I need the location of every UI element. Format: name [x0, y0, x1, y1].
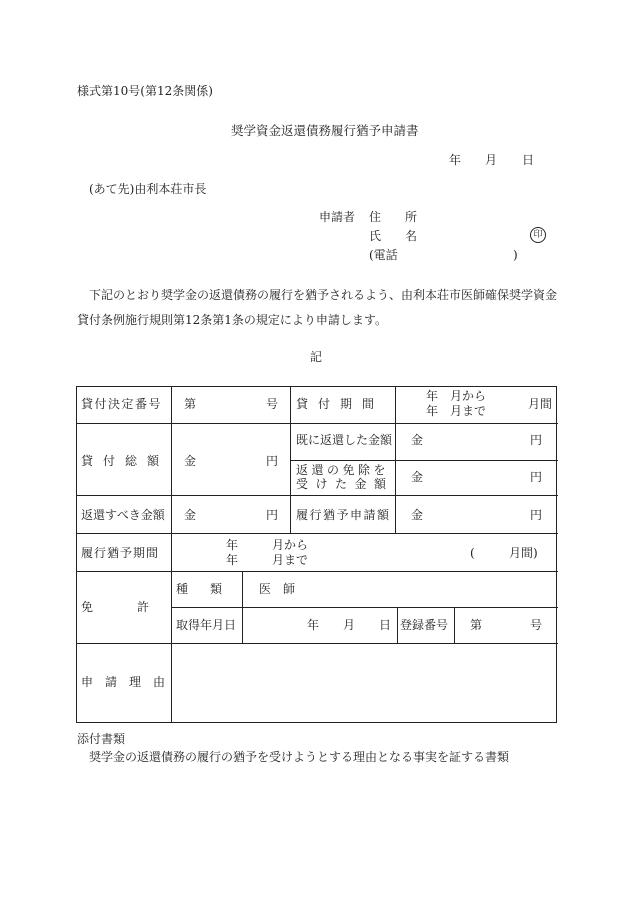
table-rule [77, 495, 558, 496]
exempted-label-line1: 返還の免除を [296, 463, 390, 477]
table-rule [171, 533, 172, 571]
body-text-line2: 貸付条例施行規則第12条第1条の規定により申請します。 [77, 313, 387, 327]
table-rule [171, 607, 558, 608]
table-rule [77, 533, 558, 534]
loan-total-label: 貸付総額 [81, 454, 170, 468]
deferral-from: 月から [272, 538, 309, 552]
already-repaid-prefix: 金 [411, 433, 424, 447]
name-label: 氏 名 [369, 229, 418, 243]
reason-field[interactable] [172, 644, 555, 720]
attachments-heading: 添付書類 [77, 732, 126, 746]
address-label: 住 所 [369, 210, 418, 224]
deferral-paren-open: ( [470, 546, 475, 560]
license-reg-label: 登録番号 [400, 618, 449, 632]
table-rule [454, 607, 455, 643]
already-repaid-label: 既に返還した金額 [296, 433, 393, 447]
deferral-year2: 年 [226, 553, 239, 567]
loan-period-label: 貸付期間 [296, 397, 385, 411]
license-acquired-day: 日 [379, 618, 392, 632]
deferral-period-label: 履行猶予期間 [81, 546, 160, 560]
phone-label: (電話 [369, 248, 398, 262]
table-rule [290, 387, 291, 533]
reason-label: 申請理由 [81, 675, 178, 689]
exempted-prefix: 金 [411, 470, 424, 484]
table-rule [77, 571, 558, 572]
deferral-request-label: 履行猶予申請額 [296, 508, 391, 522]
deferral-request-prefix: 金 [411, 508, 424, 522]
form-title: 奨学資金返還債務履行猶予申請書 [231, 123, 419, 138]
seal-mark: 印 [530, 227, 546, 243]
table-rule [290, 460, 558, 461]
table-rule [77, 423, 558, 424]
exempted-label-line2: 受けた金額 [296, 477, 394, 491]
loan-decision-number-suffix: 号 [266, 397, 279, 411]
loan-decision-number-label: 貸付決定番号 [81, 397, 163, 411]
date-day: 日 [522, 153, 535, 167]
loan-total-prefix: 金 [184, 454, 197, 468]
loan-decision-number-prefix: 第 [184, 397, 197, 411]
amount-to-repay-prefix: 金 [184, 508, 197, 522]
date-year: 年 [449, 153, 462, 167]
license-acquired-label: 取得年月日 [176, 618, 237, 632]
loan-period-months: 月間 [528, 397, 553, 411]
deferral-year1: 年 [226, 538, 239, 552]
form-number: 様式第10号(第12条関係) [77, 84, 213, 98]
deferral-request-suffix: 円 [530, 508, 543, 522]
deferral-months: 月間) [509, 546, 538, 560]
body-text-line1: 下記のとおり奨学金の返還債務の履行を猶予されるよう、由利本荘市医師確保奨学資金 [89, 288, 558, 302]
loan-period-from: 年 月から [426, 389, 487, 403]
license-reg-prefix: 第 [470, 618, 483, 632]
table-rule [397, 607, 398, 643]
license-type-value: 医 師 [259, 582, 296, 596]
phone-close-paren: ) [513, 248, 518, 262]
date-month: 月 [485, 153, 498, 167]
deferral-to: 月まで [272, 553, 309, 567]
amount-to-repay-suffix: 円 [266, 508, 279, 522]
already-repaid-suffix: 円 [530, 433, 543, 447]
loan-total-suffix: 円 [266, 454, 279, 468]
license-type-label: 種類 [176, 582, 245, 596]
amount-to-repay-label: 返還すべき金額 [81, 508, 165, 522]
applicant-label: 申請者 [319, 210, 356, 224]
ki-heading: 記 [310, 350, 323, 364]
attachments-item: 奨学金の返還債務の履行の猶予を受けようとする理由となる事実を証する書類 [89, 750, 510, 764]
table-rule [395, 387, 396, 423]
license-acquired-year: 年 [307, 618, 320, 632]
addressee: (あて先)由利本荘市長 [89, 182, 207, 196]
exempted-suffix: 円 [530, 470, 543, 484]
license-label: 免許 [81, 600, 194, 614]
loan-period-to: 年 月まで [426, 404, 487, 418]
table-rule [171, 387, 172, 533]
license-acquired-month: 月 [343, 618, 356, 632]
table-rule [395, 423, 396, 533]
license-reg-suffix: 号 [530, 618, 543, 632]
